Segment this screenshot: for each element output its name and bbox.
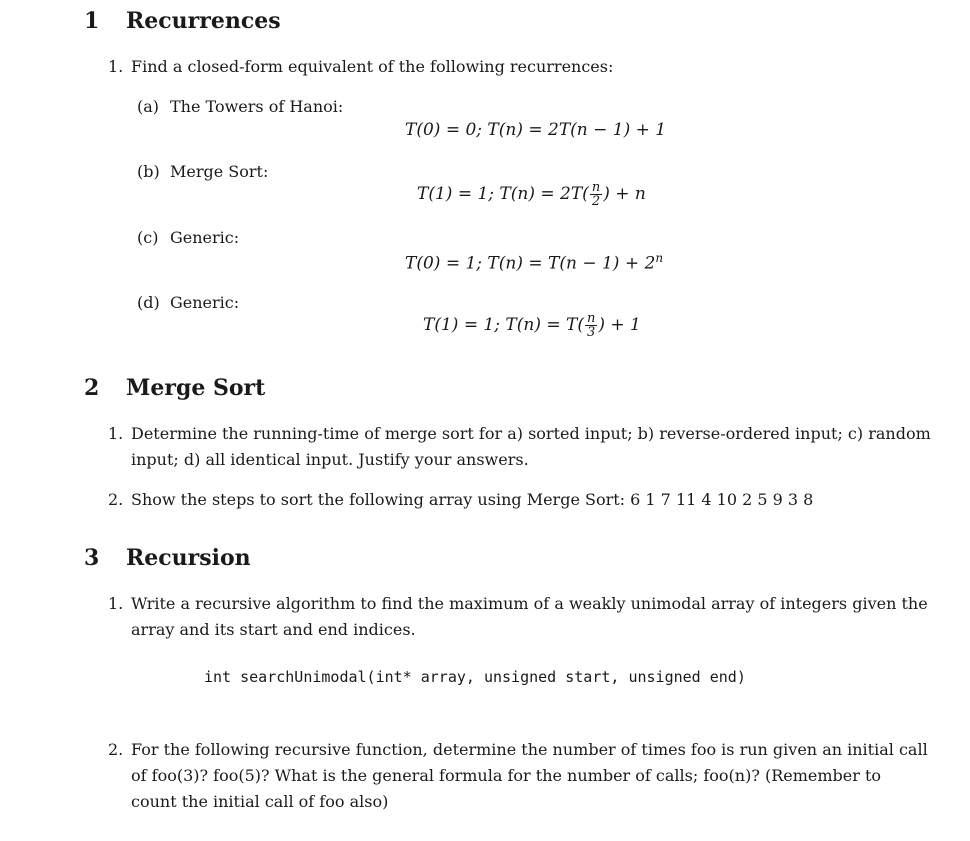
section-number: 2 <box>84 375 100 401</box>
formula-text: ) + n <box>603 184 646 204</box>
formula-text: ) + 1 <box>598 315 641 335</box>
fraction-numerator: n <box>587 311 596 326</box>
part-label: (b) <box>137 162 160 181</box>
part-title: Generic: <box>170 293 240 312</box>
question-text: of foo(3)? foo(5)? What is the general formula for the number of calls; foo(n)? (Remember to <box>131 766 882 785</box>
fraction <box>590 181 602 208</box>
fraction-numerator: n <box>591 180 601 195</box>
fraction-denominator: 3 <box>587 325 596 340</box>
recurrence-formula-c <box>405 251 663 274</box>
superscript: n <box>655 251 664 265</box>
part-label: (c) <box>137 228 159 247</box>
formula-text: T(1) = 1; T(n) = 2T( <box>417 184 589 204</box>
item-number: 2. <box>108 740 124 759</box>
question-text: Find a closed-form equivalent of the following recurrences: <box>131 57 614 76</box>
part-title: Merge Sort: <box>170 162 269 181</box>
question-text: Write a recursive algorithm to find the maximum of a weakly unimodal array of integers given the <box>131 594 928 613</box>
item-number: 1. <box>108 57 124 76</box>
recurrence-formula-b <box>417 181 646 208</box>
part-label: (a) <box>137 97 160 116</box>
formula-text: T(1) = 1; T(n) = T( <box>423 315 584 335</box>
section-number: 1 <box>84 8 100 34</box>
question-text: array and its start and end indices. <box>131 620 416 639</box>
question-text: Show the steps to sort the following array using Merge Sort: 6 1 7 11 4 10 2 5 9 3 8 <box>131 490 814 509</box>
item-number: 1. <box>108 594 124 613</box>
question-text: input; d) all identical input. Justify your answers. <box>131 450 529 469</box>
section-title-recurrences: Recurrences <box>126 8 281 34</box>
recurrence-formula-a: T(0) = 0; T(n) = 2T(n − 1) + 1 <box>405 120 667 140</box>
question-text: Determine the running-time of merge sort for a) sorted input; b) reverse-ordered input; c) random <box>131 424 931 443</box>
question-text: count the initial call of foo also) <box>131 792 389 811</box>
item-number: 1. <box>108 424 124 443</box>
section-title-merge-sort: Merge Sort <box>126 375 266 401</box>
fraction <box>585 312 597 339</box>
question-text: For the following recursive function, determine the number of times foo is run given an initial call <box>131 740 928 759</box>
fraction-denominator: 2 <box>591 194 601 209</box>
part-label: (d) <box>137 293 160 312</box>
code-signature: int searchUnimodal(int* array, unsigned start, unsigned end) <box>204 668 746 686</box>
part-title: Generic: <box>170 228 240 247</box>
part-title: The Towers of Hanoi: <box>170 97 344 116</box>
formula-text: T(0) = 1; T(n) = T(n − 1) + 2 <box>405 253 656 274</box>
item-number: 2. <box>108 490 124 509</box>
section-number: 3 <box>84 545 100 571</box>
recurrence-formula-d <box>423 312 641 339</box>
section-title-recursion: Recursion <box>126 545 251 571</box>
